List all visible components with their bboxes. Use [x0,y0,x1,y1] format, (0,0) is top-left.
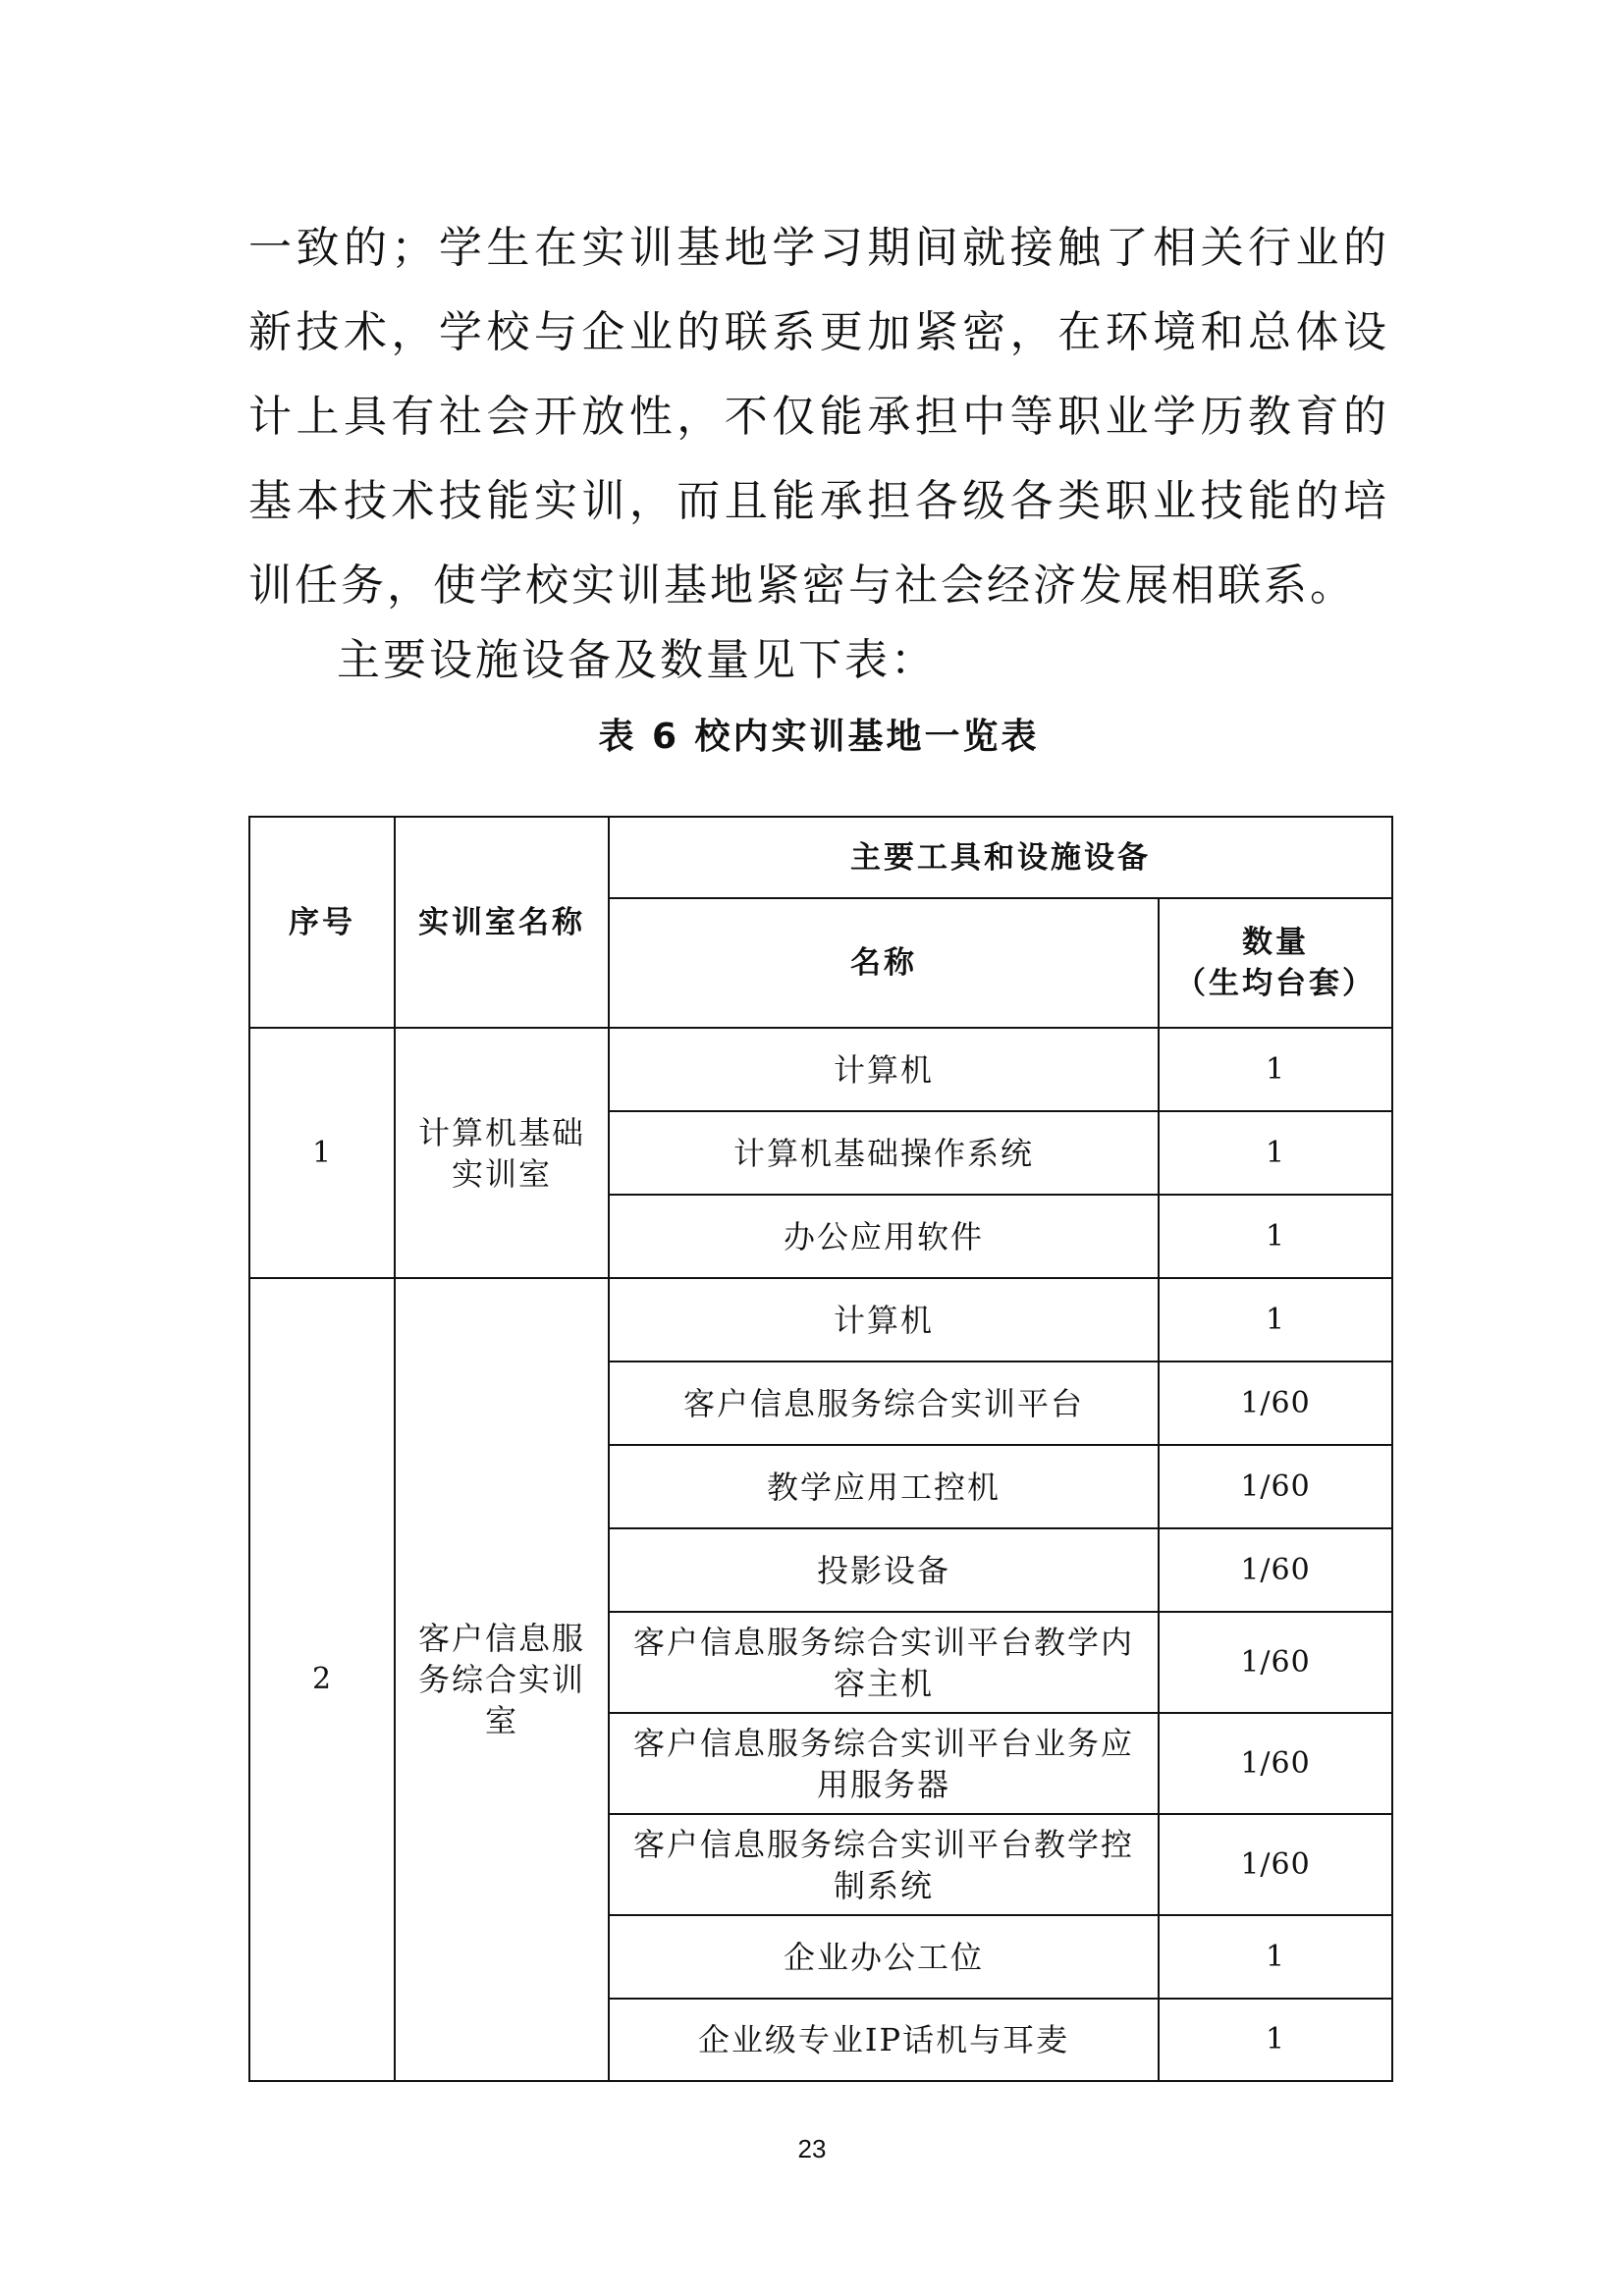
room-name: 客户信息服务综合实训室 [395,1278,609,2081]
equipment-name: 计算机 [609,1028,1159,1111]
room-name: 计算机基础实训室 [395,1028,609,1278]
equipment-name: 企业办公工位 [609,1915,1159,1999]
room-seq: 2 [249,1278,395,2081]
equipment-quantity: 1 [1159,1028,1392,1111]
equipment-quantity: 1 [1159,1999,1392,2081]
equipment-quantity: 1 [1159,1278,1392,1362]
header-quantity [1159,898,1392,1028]
equipment-quantity: 1 [1159,1111,1392,1195]
header-room-name: 实训室名称 [395,817,609,1028]
equipment-name: 企业级专业IP话机与耳麦 [609,1999,1159,2081]
header-equipment-group: 主要工具和设施设备 [609,817,1392,898]
table-row [249,1278,1392,1362]
header-seq: 序号 [249,817,395,1028]
equipment-quantity: 1/60 [1159,1528,1392,1612]
equipment-name: 计算机基础操作系统 [609,1111,1159,1195]
equipment-quantity: 1/60 [1159,1445,1392,1528]
equipment-quantity: 1 [1159,1195,1392,1278]
equipment-name: 客户信息服务综合实训平台教学内容主机 [609,1612,1159,1713]
header-quantity-line2: （生均台套） [1175,966,1376,1001]
equipment-quantity: 1/60 [1159,1814,1392,1915]
equipment-name: 办公应用软件 [609,1195,1159,1278]
equipment-name: 客户信息服务综合实训平台教学控制系统 [609,1814,1159,1915]
table-intro-paragraph: 主要设施设备及数量见下表： [337,635,937,685]
equipment-quantity: 1/60 [1159,1362,1392,1445]
equipment-name: 投影设备 [609,1528,1159,1612]
equipment-name: 计算机 [609,1278,1159,1362]
header-quantity-line1: 数量 [1242,925,1309,960]
table-caption: 表 6 校内实训基地一览表 [598,717,1040,757]
table-row [249,1028,1392,1111]
header-equipment-name: 名称 [609,898,1159,1028]
room-seq: 1 [249,1028,395,1278]
equipment-name: 客户信息服务综合实训平台 [609,1362,1159,1445]
equipment-quantity: 1/60 [1159,1612,1392,1713]
equipment-quantity: 1/60 [1159,1713,1392,1814]
equipment-table [248,816,1393,2082]
equipment-name: 客户信息服务综合实训平台业务应用服务器 [609,1713,1159,1814]
body-paragraph: 一致的；学生在实训基地学习期间就接触了相关行业的新技术，学校与企业的联系更加紧密，在环境和总体设计上具有社会开放性，不仅能承担中等职业学历教育的基本技术技能实训，而且能承担各级各类职业技能的培训任务，使学校实训基地紧密与社会经济发展相联系。 [248,223,1389,611]
equipment-name: 教学应用工控机 [609,1445,1159,1528]
equipment-quantity: 1 [1159,1915,1392,1999]
page-number: 23 [797,2134,827,2163]
